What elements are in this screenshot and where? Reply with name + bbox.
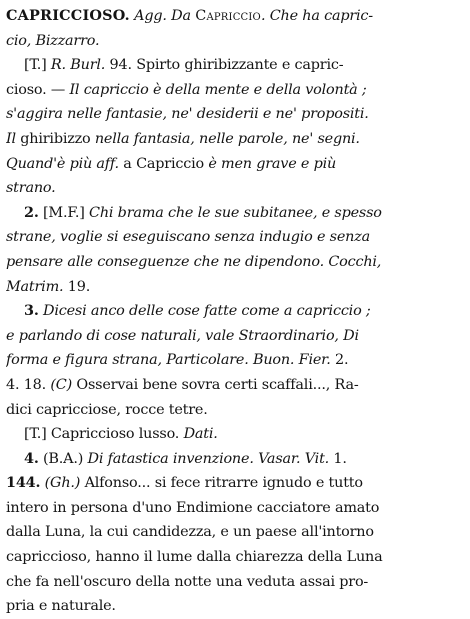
- text-line: [6, 496, 464, 521]
- text-segment: Matrim.: [6, 278, 64, 295]
- text-segment: pria e naturale.: [6, 598, 116, 615]
- text-segment: intero in persona d'uno Endimione cacciatore amato: [6, 499, 380, 516]
- text-line: [6, 447, 464, 472]
- text-line: [6, 422, 464, 447]
- text-line: [6, 348, 464, 373]
- text-segment: Agg. Da: [129, 8, 196, 24]
- text-segment: Dati.: [183, 426, 218, 443]
- text-segment: cioso. —: [6, 81, 70, 98]
- text-segment: Chi brama che le sue subitanee, e spesso: [89, 204, 382, 221]
- text-line: [6, 570, 464, 595]
- text-segment: a Capriccio: [118, 155, 209, 172]
- text-line: [6, 225, 464, 250]
- text-line: [6, 29, 464, 54]
- text-line: [6, 520, 464, 545]
- text-segment: Il: [6, 130, 21, 147]
- text-segment: s'aggira nelle fantasie, ne' desiderii e ne' propositi.: [6, 106, 369, 123]
- text-segment: 2.: [330, 352, 349, 369]
- text-segment: 4. 18.: [6, 376, 51, 393]
- text-line: [6, 78, 464, 103]
- text-segment: capriccioso, hanno il lume dalla chiarezza della Luna: [6, 549, 383, 566]
- text-segment: e parlando di cose naturali, vale Straordinario, Di: [6, 327, 359, 344]
- text-segment: è men grave e più: [208, 155, 337, 172]
- text-line: [6, 299, 464, 324]
- text-segment: Dicesi anco delle cose fatte come a capriccio ;: [38, 303, 371, 320]
- text-segment: Di fatastica invenzione. Vasar. Vit.: [87, 450, 330, 467]
- text-line: [6, 250, 464, 275]
- text-line: [6, 102, 464, 127]
- text-segment: strane, voglie si eseguiscano senza indugio e senza: [6, 229, 370, 246]
- text-line: [6, 152, 464, 177]
- text-segment: [T.]: [24, 57, 51, 74]
- text-line: [6, 4, 464, 29]
- text-line: [6, 398, 464, 423]
- text-segment: (B.A.): [38, 450, 88, 467]
- text-segment: dalla Luna, la cui candidezza, e un paese all'intorno: [6, 524, 374, 541]
- text-segment: che fa nell'oscuro della notte una veduta assai pro-: [6, 573, 369, 590]
- text-segment: Capriccio: [195, 8, 261, 24]
- text-segment: 19.: [63, 278, 91, 295]
- text-line: [6, 201, 464, 226]
- text-segment: strano.: [6, 180, 56, 197]
- text-segment: Il capriccio è della mente e della volontà ;: [69, 81, 367, 98]
- headword: CAPRICCIOSO.: [6, 7, 130, 24]
- text-segment: (C): [50, 376, 73, 393]
- text-segment: Osservai bene sovra certi scaffali..., Ra-: [72, 376, 359, 393]
- text-segment: 144.: [6, 474, 41, 492]
- text-segment: 2.: [24, 203, 39, 221]
- text-line: [6, 127, 464, 152]
- text-segment: R. Burl.: [50, 57, 106, 74]
- text-segment: Alfonso... si fece ritrarre ignudo e tutto: [80, 475, 363, 492]
- text-line: [6, 545, 464, 570]
- text-segment: cio, Bizzarro.: [6, 32, 100, 49]
- text-line: [6, 373, 464, 398]
- text-segment: 1.: [329, 450, 347, 467]
- text-line: [6, 275, 464, 300]
- text-segment: 4.: [24, 449, 39, 467]
- dictionary-entry: [6, 4, 464, 619]
- text-line: [6, 594, 464, 619]
- text-segment: pensare alle conseguenze che ne dipendono. Cocchi,: [6, 253, 382, 270]
- text-line: [6, 471, 464, 496]
- text-line: [6, 176, 464, 201]
- text-segment: dici capricciose, rocce tetre.: [6, 401, 208, 418]
- text-segment: 3.: [24, 302, 39, 320]
- text-line: [6, 53, 464, 78]
- text-segment: nella fantasia, nelle parole, ne' segni.: [94, 130, 360, 147]
- text-segment: ghiribizzo: [20, 130, 95, 147]
- text-segment: Quand'è più aff.: [6, 155, 119, 172]
- text-segment: [T.] Capricciosο lusso.: [24, 426, 184, 443]
- text-segment: forma e figura strana, Particolare. Buon. Fier.: [6, 352, 331, 369]
- text-segment: [M.F.]: [38, 204, 90, 221]
- text-segment: (Gh.): [40, 475, 81, 492]
- text-segment: . Che ha capric-: [260, 8, 373, 24]
- text-line: [6, 324, 464, 349]
- text-segment: 94. Spirto ghiribizzante e capric-: [105, 57, 344, 74]
